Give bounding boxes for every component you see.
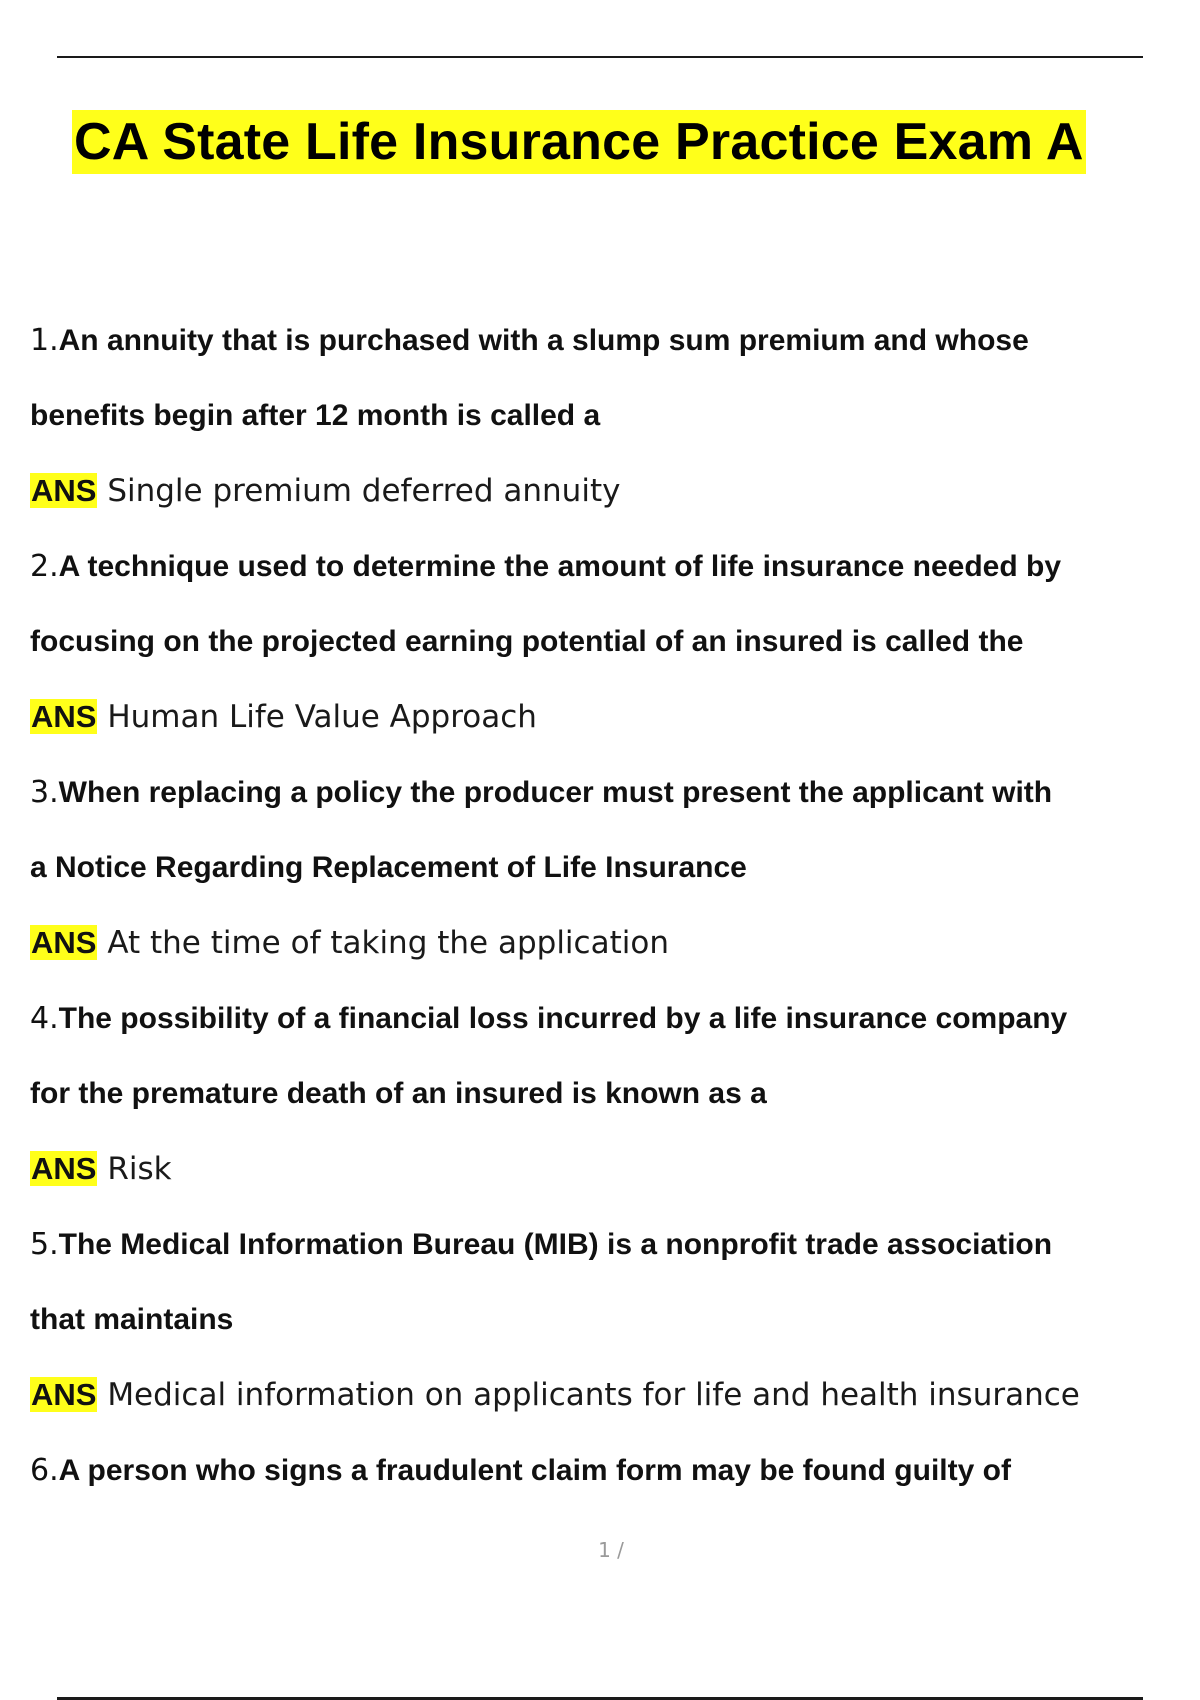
question-number: 2. bbox=[30, 549, 59, 584]
question-item-3 bbox=[30, 755, 1170, 981]
answer-line bbox=[30, 1131, 1170, 1207]
answer-label: ANS bbox=[31, 1151, 97, 1186]
question-line bbox=[30, 1282, 1170, 1357]
question-number: 6. bbox=[30, 1453, 59, 1488]
question-line bbox=[30, 830, 1170, 905]
question-number: 3. bbox=[30, 775, 59, 810]
question-line bbox=[30, 303, 1170, 378]
question-text: The Medical Information Bureau (MIB) is a nonprofit trade association bbox=[58, 1228, 1053, 1261]
question-text: The possibility of a financial loss incurred by a life insurance company bbox=[58, 1002, 1068, 1035]
answer-label: ANS bbox=[31, 1377, 97, 1412]
answer-line bbox=[30, 905, 1170, 981]
answer-text: Risk bbox=[107, 1151, 172, 1187]
question-text: that maintains bbox=[30, 1303, 234, 1336]
title-container bbox=[72, 110, 1164, 174]
page-number: 1 / bbox=[598, 1538, 624, 1562]
answer-text: Single premium deferred annuity bbox=[107, 473, 621, 509]
question-text: A person who signs a fraudulent claim form may be found guilty of bbox=[58, 1454, 1011, 1487]
question-item-5 bbox=[30, 1207, 1170, 1433]
question-text: benefits begin after 12 month is called a bbox=[30, 399, 601, 432]
answer-line bbox=[30, 679, 1170, 755]
question-line bbox=[30, 1056, 1170, 1131]
question-text: An annuity that is purchased with a slump sum premium and whose bbox=[58, 324, 1029, 357]
answer-label: ANS bbox=[31, 925, 97, 960]
answer-label: ANS bbox=[31, 473, 97, 508]
question-line bbox=[30, 981, 1170, 1056]
question-item-2 bbox=[30, 529, 1170, 755]
question-line bbox=[30, 1207, 1170, 1282]
question-line bbox=[30, 378, 1170, 453]
answer-label: ANS bbox=[31, 699, 97, 734]
answer-line bbox=[30, 1357, 1170, 1433]
question-line bbox=[30, 1433, 1170, 1508]
top-rule bbox=[57, 56, 1143, 58]
question-line bbox=[30, 755, 1170, 830]
question-number: 5. bbox=[30, 1227, 59, 1262]
question-line bbox=[30, 529, 1170, 604]
answer-text: Human Life Value Approach bbox=[107, 699, 537, 735]
question-list bbox=[30, 303, 1170, 1508]
answer-text: At the time of taking the application bbox=[107, 925, 669, 961]
question-number: 1. bbox=[30, 323, 59, 358]
question-text: for the premature death of an insured is known as a bbox=[30, 1077, 767, 1110]
question-text: A technique used to determine the amount of life insurance needed by bbox=[58, 550, 1062, 583]
question-text: When replacing a policy the producer must present the applicant with bbox=[58, 776, 1053, 809]
question-number: 4. bbox=[30, 1001, 59, 1036]
question-line bbox=[30, 604, 1170, 679]
question-item-6 bbox=[30, 1433, 1170, 1508]
answer-line bbox=[30, 453, 1170, 529]
question-text: focusing on the projected earning potential of an insured is called the bbox=[30, 625, 1024, 658]
question-text: a Notice Regarding Replacement of Life Insurance bbox=[30, 851, 747, 884]
question-item-4 bbox=[30, 981, 1170, 1207]
answer-text: Medical information on applicants for life and health insurance bbox=[107, 1377, 1080, 1413]
document-title: CA State Life Insurance Practice Exam A bbox=[72, 110, 1086, 174]
question-item-1 bbox=[30, 303, 1170, 529]
